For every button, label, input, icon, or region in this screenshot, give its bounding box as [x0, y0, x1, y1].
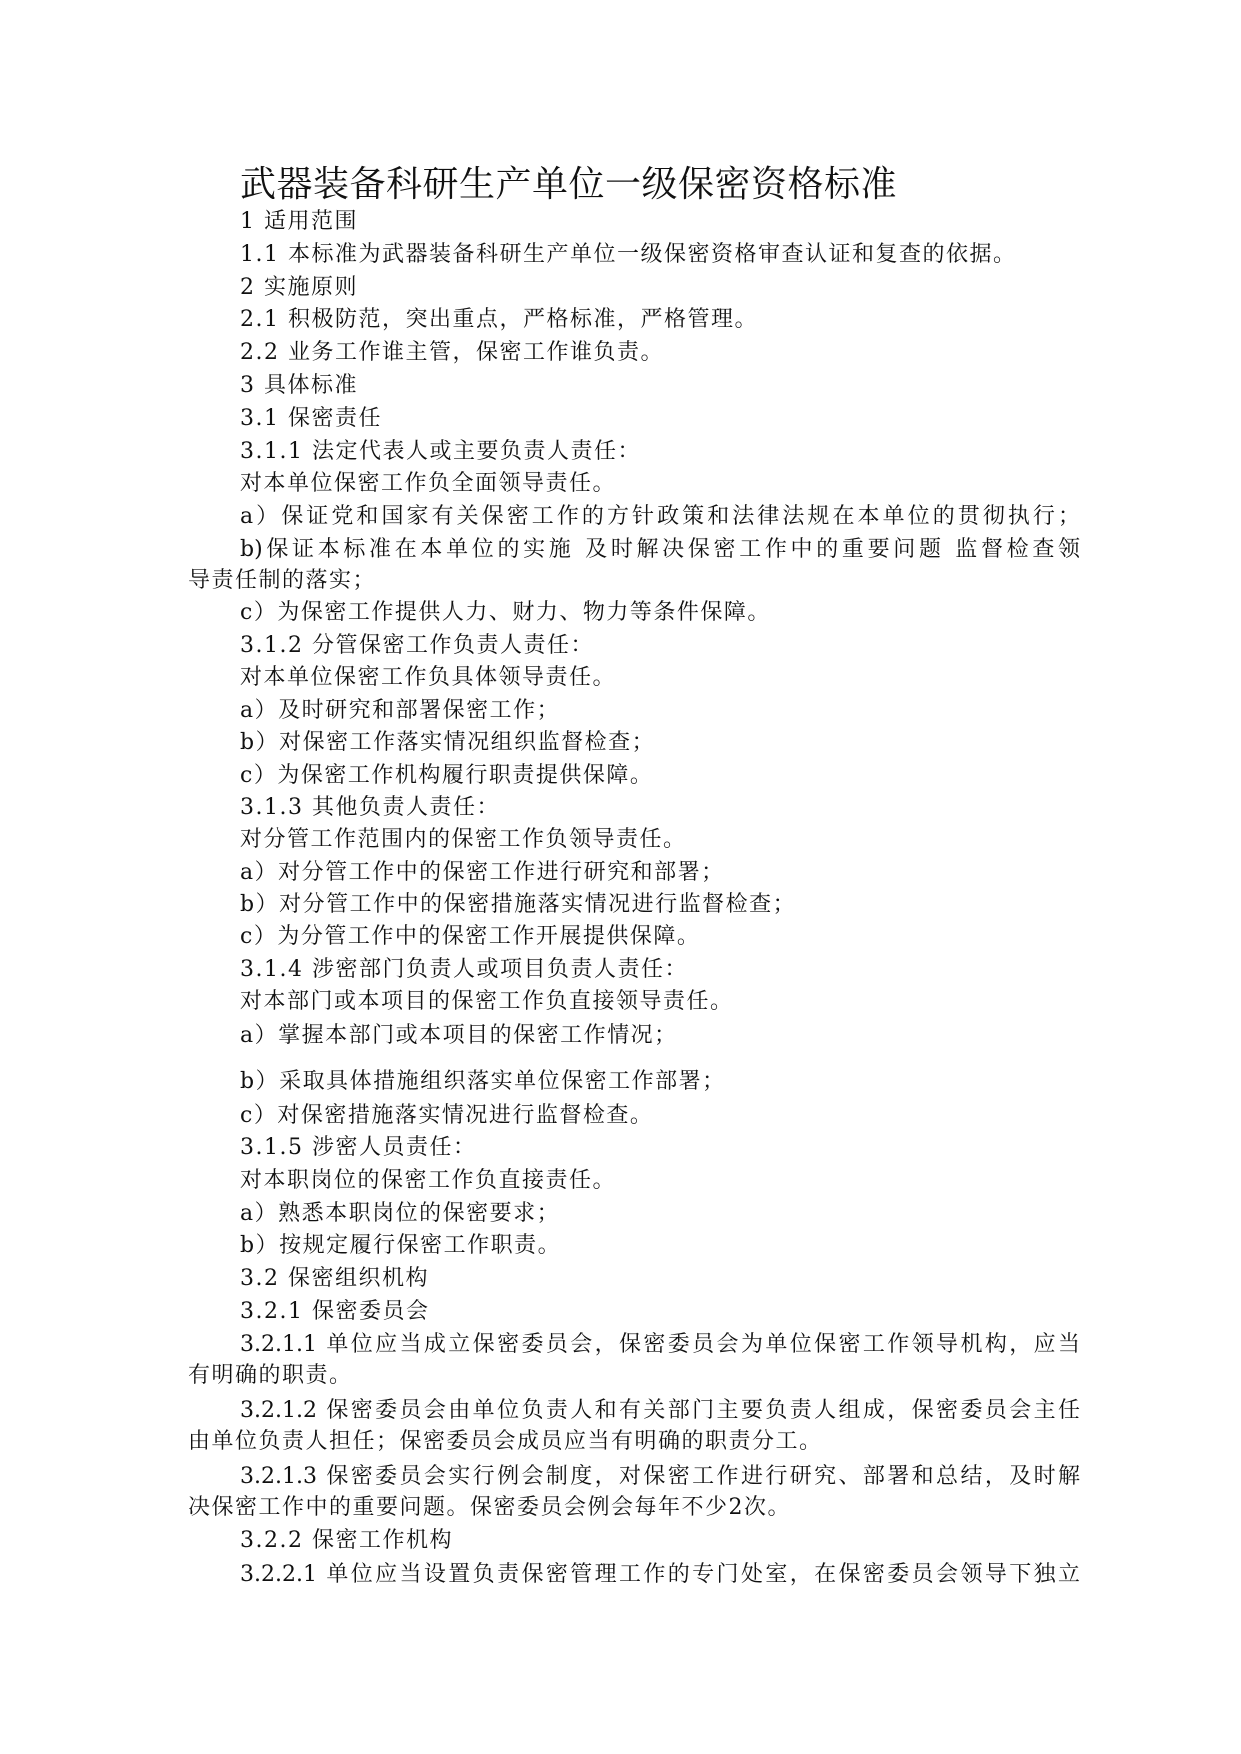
subsection-heading: 3.2.2 保密工作机构 — [240, 1528, 453, 1553]
document-title: 武器装备科研生产单位一级保密资格标准 — [240, 164, 898, 205]
paragraph-line: 对本单位保密工作负具体领导责任。 — [240, 665, 617, 690]
list-item: a）对分管工作中的保密工作进行研究和部署； — [240, 860, 725, 885]
section-heading: 2 实施原则 — [240, 275, 358, 300]
subsection-heading: 3.2.1 保密委员会 — [240, 1299, 430, 1324]
list-item: b)保证本标准在本单位的实施 及时解决保密工作中的重要问题 监督检查领 — [240, 537, 1080, 562]
clause-continuation: 由单位负责人担任；保密委员会成员应当有明确的职责分工。 — [188, 1429, 823, 1454]
list-item: c）为保密工作机构履行职责提供保障。 — [240, 763, 654, 788]
list-item: c）对保密措施落实情况进行监督检查。 — [240, 1103, 654, 1128]
subsection-heading: 3.2 保密组织机构 — [240, 1266, 429, 1291]
clause-text: 1.1 本标准为武器装备科研生产单位一级保密资格审查认证和复查的依据。 — [240, 242, 1017, 267]
list-item: b）按规定履行保密工作职责。 — [240, 1233, 562, 1258]
paragraph-line: 对分管工作范围内的保密工作负领导责任。 — [240, 827, 687, 852]
paragraph-line: 对本单位保密工作负全面领导责任。 — [240, 471, 617, 496]
paragraph-line: 对本部门或本项目的保密工作负直接领导责任。 — [240, 989, 734, 1014]
list-item-continuation: 导责任制的落实； — [188, 568, 377, 593]
list-item: b）对保密工作落实情况组织监督检查； — [240, 730, 656, 755]
subsection-heading: 3.1.3 其他负责人责任： — [240, 795, 500, 820]
clause-text: 3.2.1.3 保密委员会实行例会制度，对保密工作进行研究、部署和总结，及时解 — [240, 1464, 1080, 1489]
list-item: a）掌握本部门或本项目的保密工作情况； — [240, 1023, 678, 1048]
clause-text: 2.1 积极防范，突出重点，严格标准，严格管理。 — [240, 307, 758, 332]
list-item: b）对分管工作中的保密措施落实情况进行监督检查； — [240, 892, 797, 917]
section-heading: 3 具体标准 — [240, 373, 358, 398]
clause-text: 2.2 业务工作谁主管，保密工作谁负责。 — [240, 340, 664, 365]
list-item: c）为分管工作中的保密工作开展提供保障。 — [240, 924, 701, 949]
subsection-heading: 3.1 保密责任 — [240, 406, 382, 431]
clause-text: 3.2.1.2 保密委员会由单位负责人和有关部门主要负责人组成，保密委员会主任 — [240, 1398, 1080, 1423]
clause-continuation: 决保密工作中的重要问题。保密委员会例会每年不少2次。 — [188, 1495, 791, 1520]
subsection-heading: 3.1.5 涉密人员责任： — [240, 1135, 477, 1160]
list-item: a）保证党和国家有关保密工作的方针政策和法律法规在本单位的贯彻执行； — [240, 504, 1080, 529]
clause-text: 3.2.1.1 单位应当成立保密委员会，保密委员会为单位保密工作领导机构，应当 — [240, 1332, 1080, 1357]
clause-continuation: 有明确的职责。 — [188, 1363, 353, 1388]
clause-text: 3.2.2.1 单位应当设置负责保密管理工作的专门处室，在保密委员会领导下独立 — [240, 1562, 1080, 1587]
list-item: b）采取具体措施组织落实单位保密工作部署； — [240, 1069, 726, 1094]
subsection-heading: 3.1.4 涉密部门负责人或项目负责人责任： — [240, 957, 688, 982]
subsection-heading: 3.1.2 分管保密工作负责人责任： — [240, 633, 594, 658]
subsection-heading: 3.1.1 法定代表人或主要负责人责任： — [240, 439, 641, 464]
paragraph-line: 对本职岗位的保密工作负直接责任。 — [240, 1168, 617, 1193]
list-item: a）熟悉本职岗位的保密要求； — [240, 1201, 561, 1226]
list-item: c）为保密工作提供人力、财力、物力等条件保障。 — [240, 600, 771, 625]
list-item: a）及时研究和部署保密工作； — [240, 698, 561, 723]
section-heading: 1 适用范围 — [240, 209, 358, 234]
